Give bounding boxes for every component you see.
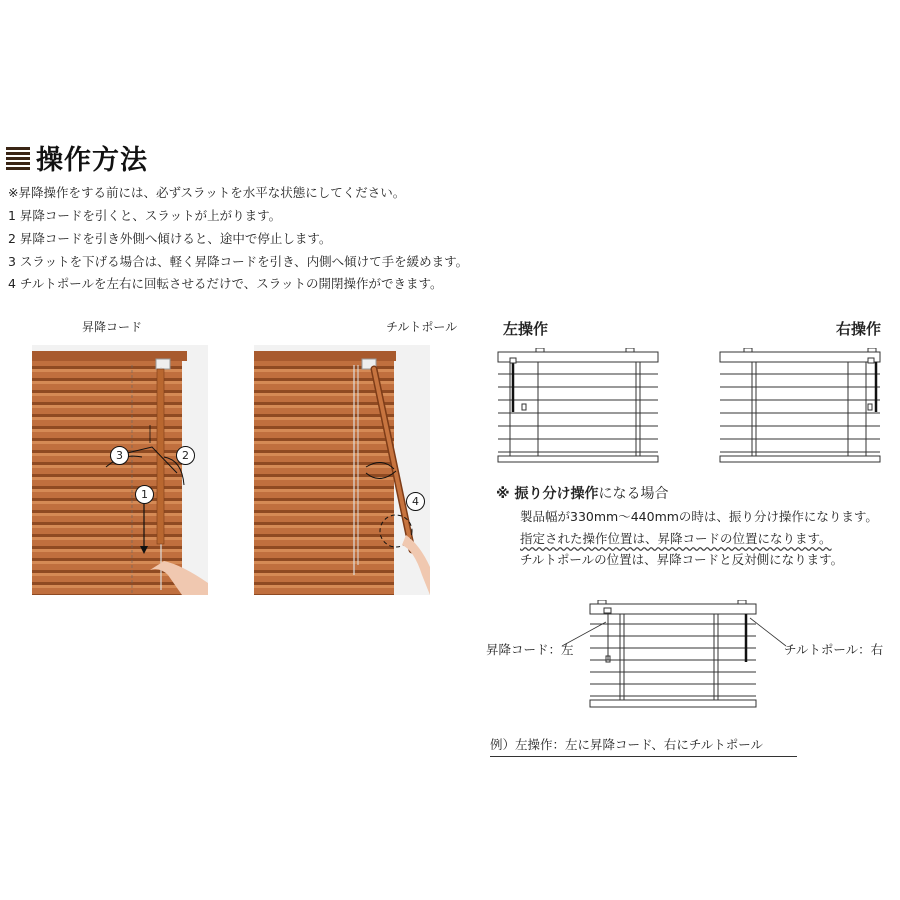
stripes-icon xyxy=(6,147,30,171)
tilt-pole-position-label: チルトポール：右 xyxy=(784,642,884,657)
left-operation-diagram xyxy=(496,348,666,470)
right-operation-label: 右操作 xyxy=(836,320,882,338)
tilt-pole-callout: チルトポール xyxy=(386,320,458,334)
step-3: 3 スラットを下げる場合は、軽く昇降コードを引き、内側へ傾けて手を緩めます。 xyxy=(8,254,469,269)
tilt-operation-photo xyxy=(254,345,430,595)
step-2: 2 昇降コードを引き外側へ傾けると、途中で停止します。 xyxy=(8,231,332,246)
left-operation-label: 左操作 xyxy=(503,320,549,338)
step-4: 4 チルトポールを左右に回転させるだけで、スラットの開閉操作ができます。 xyxy=(8,276,443,291)
cord-leader-line xyxy=(560,616,608,652)
split-operation-title: ※ 振り分け操作になる場合 xyxy=(496,486,669,502)
pole-leader-line xyxy=(748,614,788,650)
marker-1: 1 xyxy=(135,485,154,504)
cord-operation-photo xyxy=(32,345,208,595)
split-operation-line-3: チルトポールの位置は、昇降コードと反対側になります。 xyxy=(520,552,844,567)
cord-position-label: 昇降コード：左 xyxy=(486,642,574,657)
marker-4: 4 xyxy=(406,492,425,511)
page-title: 操作方法 xyxy=(36,145,148,176)
precaution-note: ※昇降操作をする前には、必ずスラットを水平な状態にしてください。 xyxy=(8,185,406,200)
split-operation-line-2: 指定された操作位置は、昇降コードの位置になります。 xyxy=(520,531,832,546)
example-caption: 例）左操作：左に昇降コード、右にチルトポール xyxy=(490,735,797,757)
split-operation-diagram xyxy=(588,600,762,716)
cord-callout: 昇降コード xyxy=(82,320,143,334)
right-operation-diagram xyxy=(718,348,888,470)
split-operation-line-1: 製品幅が330mm〜440mmの時は、振り分け操作になります。 xyxy=(520,509,878,524)
marker-2: 2 xyxy=(176,446,195,465)
marker-3: 3 xyxy=(110,446,129,465)
step-1: 1 昇降コードを引くと、スラットが上がります。 xyxy=(8,208,282,223)
